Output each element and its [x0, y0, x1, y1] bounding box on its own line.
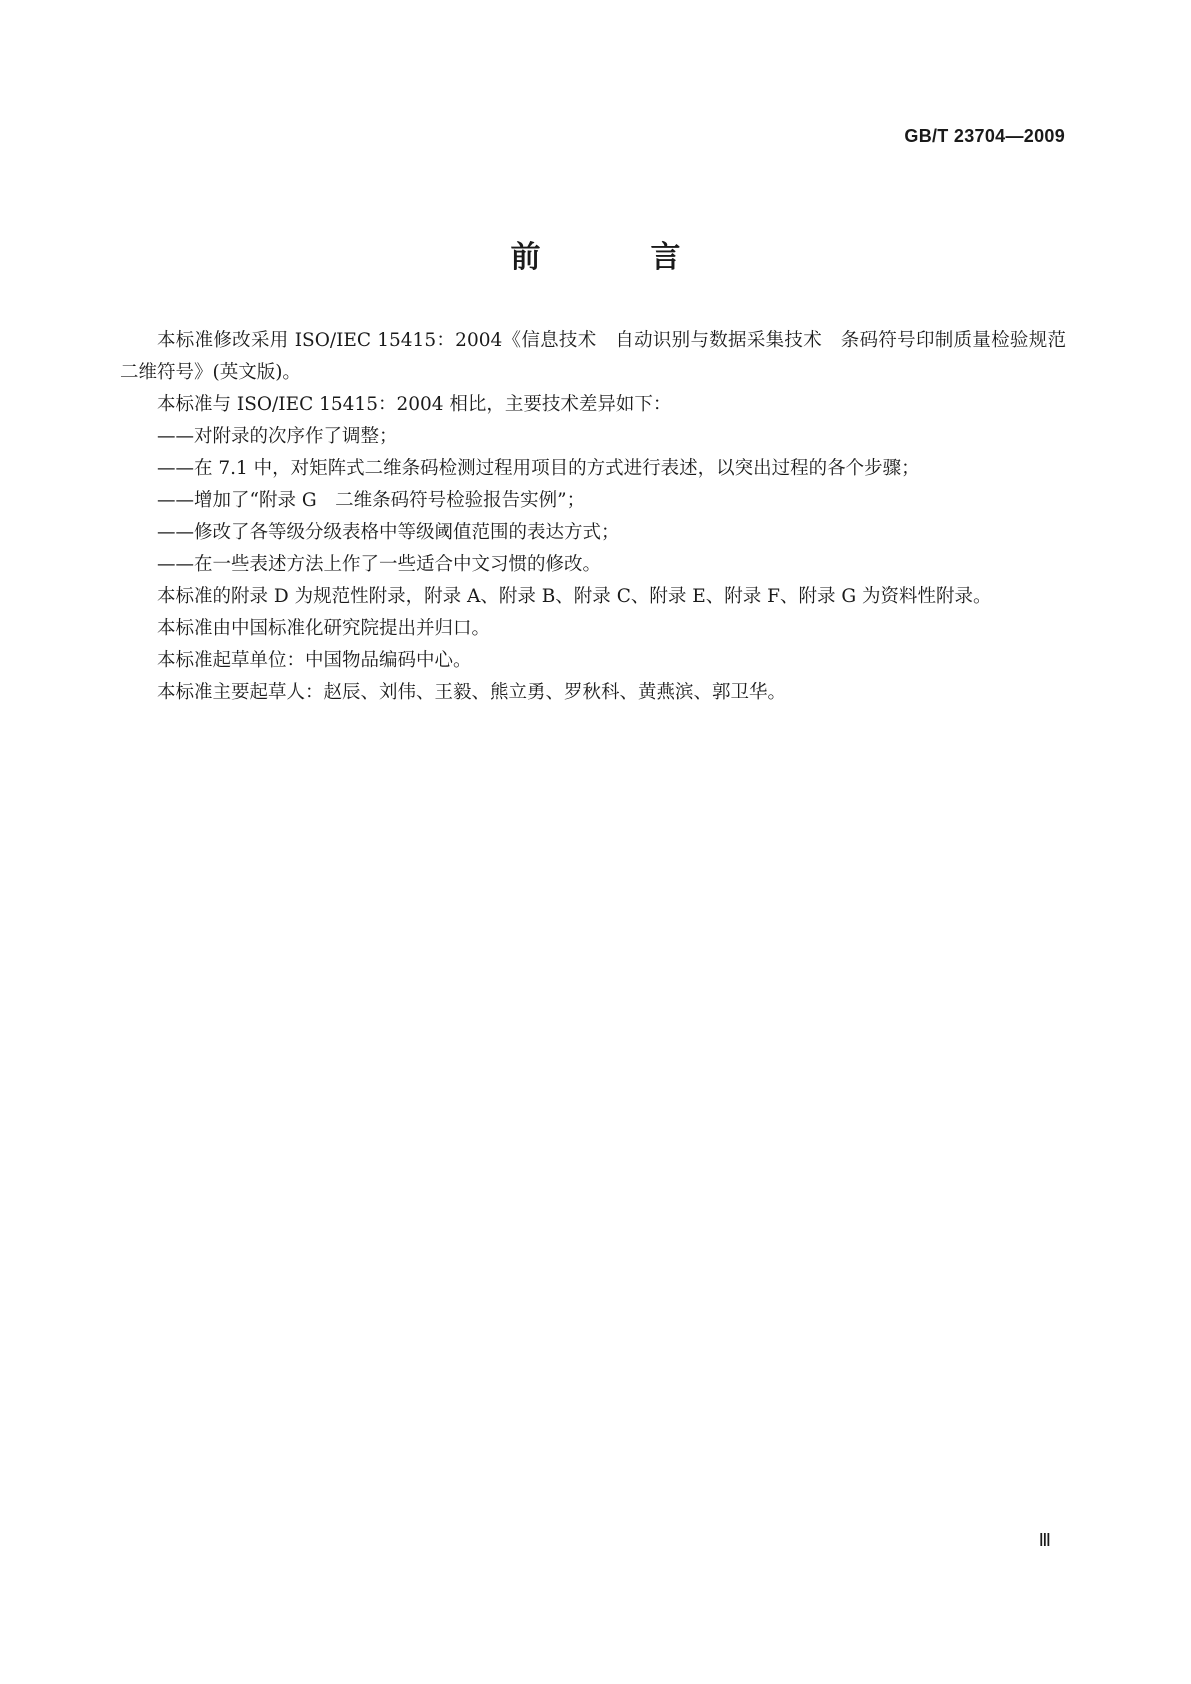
differences-intro: 本标准与 ISO/IEC 15415：2004 相比，主要技术差异如下： — [157, 394, 672, 415]
annex-statement: 本标准的附录 D 为规范性附录，附录 A、附录 B、附录 C、附录 E、附录 F、附录 G 为资料性附录。 — [157, 586, 992, 607]
difference-item: ——对附录的次序作了调整； — [157, 426, 398, 447]
page-number: Ⅲ — [1038, 1530, 1051, 1550]
difference-item: ——在 7.1 中，对矩阵式二维条码检测过程用项目的方式进行表述，以突出过程的各个步骤； — [157, 458, 920, 479]
difference-item: ——修改了各等级分级表格中等级阈值范围的表达方式； — [157, 522, 620, 543]
difference-item: ——在一些表述方法上作了一些适合中文习惯的修改。 — [157, 554, 602, 575]
drafting-unit-statement: 本标准起草单位：中国物品编码中心。 — [157, 650, 472, 671]
proposer-statement: 本标准由中国标准化研究院提出并归口。 — [157, 618, 491, 639]
page-title: 前 言 — [510, 240, 721, 275]
adoption-paragraph: 本标准修改采用 ISO/IEC 15415：2004《信息技术 自动识别与数据采集技术 条码符号印制质量检验规范 二维符号》(英文版)。 — [120, 330, 1085, 383]
standard-code: GB/T 23704—2009 — [904, 126, 1065, 146]
foreword-body — [120, 325, 1085, 709]
difference-item: ——增加了“附录 G 二维条码符号检验报告实例”； — [157, 490, 586, 511]
drafters-statement: 本标准主要起草人：赵辰、刘伟、王毅、熊立勇、罗秋科、黄燕滨、郭卫华。 — [157, 682, 787, 703]
